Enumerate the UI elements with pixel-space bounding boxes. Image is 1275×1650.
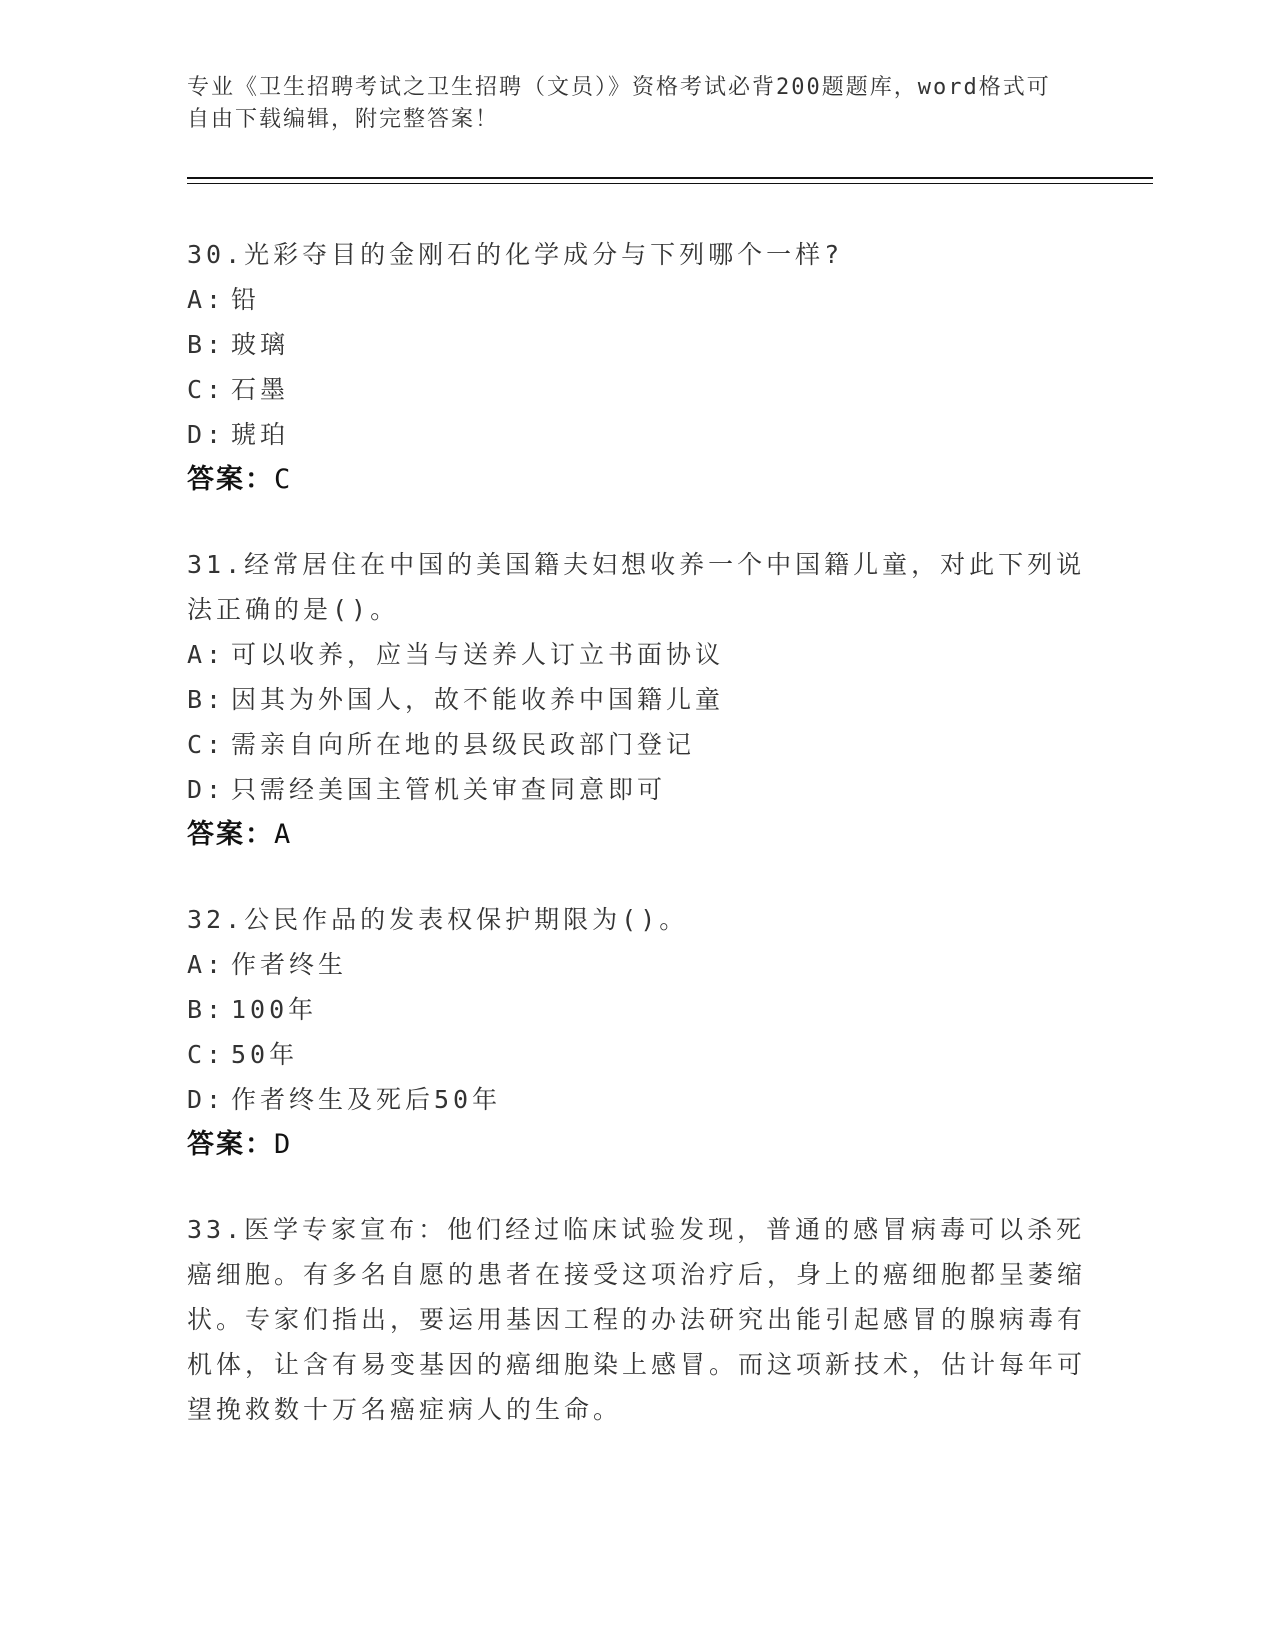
question-number: 32. bbox=[187, 905, 245, 934]
question-31 bbox=[187, 542, 1087, 857]
option-b bbox=[187, 322, 1087, 367]
answer-value: C bbox=[274, 464, 293, 495]
document-header bbox=[187, 72, 1067, 136]
answer-line bbox=[187, 457, 1087, 502]
option-key: B: bbox=[187, 685, 226, 714]
answer-label: 答案： bbox=[187, 1129, 274, 1160]
answer-line bbox=[187, 1122, 1087, 1167]
answer-label: 答案： bbox=[187, 819, 274, 850]
answer-value: A bbox=[274, 819, 293, 850]
option-b bbox=[187, 987, 1087, 1032]
option-key: D: bbox=[187, 775, 226, 804]
option-text: 50年 bbox=[231, 1040, 299, 1069]
option-c bbox=[187, 367, 1087, 412]
option-c bbox=[187, 1032, 1087, 1077]
option-text: 作者终生 bbox=[231, 950, 348, 979]
option-key: A: bbox=[187, 950, 226, 979]
answer-value: D bbox=[274, 1129, 293, 1160]
question-list bbox=[187, 232, 1087, 1472]
header-intro-text: 专业《卫生招聘考试之卫生招聘（文员）》资格考试必背200题题库，word格式可自由下载编辑，附完整答案！ bbox=[187, 75, 1051, 132]
question-30 bbox=[187, 232, 1087, 502]
question-number: 31. bbox=[187, 550, 245, 579]
option-key: C: bbox=[187, 1040, 226, 1069]
option-a bbox=[187, 942, 1087, 987]
option-text: 石墨 bbox=[231, 375, 290, 404]
question-stem bbox=[187, 232, 1087, 277]
question-number: 30. bbox=[187, 240, 245, 269]
option-text: 琥珀 bbox=[231, 420, 290, 449]
header-divider-thick bbox=[187, 177, 1153, 179]
answer-line bbox=[187, 812, 1087, 857]
option-key: D: bbox=[187, 1085, 226, 1114]
answer-label: 答案： bbox=[187, 464, 274, 495]
question-stem-text: 公民作品的发表权保护期限为()。 bbox=[244, 905, 689, 934]
question-stem bbox=[187, 1207, 1087, 1432]
option-key: C: bbox=[187, 730, 226, 759]
option-text: 铅 bbox=[231, 285, 261, 314]
option-a bbox=[187, 277, 1087, 322]
option-text: 玻璃 bbox=[231, 330, 290, 359]
question-stem-text: 医学专家宣布：他们经过临床试验发现，普通的感冒病毒可以杀死癌细胞。有多名自愿的患者在接受这项治疗后，身上的癌细胞都呈萎缩状。专家们指出，要运用基因工程的办法研究出能引起感冒的腺病毒有机体，让含有易变基因的癌细胞染上感冒。而这项新技术，估计每年可望挽救数十万名癌症病人的生命。 bbox=[187, 1215, 1087, 1424]
option-text: 因其为外国人，故不能收养中国籍儿童 bbox=[231, 685, 725, 714]
header-divider-thin bbox=[187, 183, 1153, 184]
option-a bbox=[187, 632, 1087, 677]
option-c bbox=[187, 722, 1087, 767]
option-key: B: bbox=[187, 330, 226, 359]
question-stem bbox=[187, 897, 1087, 942]
option-b bbox=[187, 677, 1087, 722]
option-key: B: bbox=[187, 995, 226, 1024]
question-number: 33. bbox=[187, 1215, 245, 1244]
option-text: 可以收养，应当与送养人订立书面协议 bbox=[231, 640, 725, 669]
option-text: 100年 bbox=[231, 995, 318, 1024]
question-stem-text: 光彩夺目的金刚石的化学成分与下列哪个一样? bbox=[244, 240, 844, 269]
question-33 bbox=[187, 1207, 1087, 1432]
option-key: A: bbox=[187, 640, 226, 669]
question-32 bbox=[187, 897, 1087, 1167]
option-key: D: bbox=[187, 420, 226, 449]
option-d bbox=[187, 1077, 1087, 1122]
option-d bbox=[187, 412, 1087, 457]
question-stem bbox=[187, 542, 1087, 632]
option-text: 只需经美国主管机关审查同意即可 bbox=[231, 775, 667, 804]
option-key: C: bbox=[187, 375, 226, 404]
option-text: 需亲自向所在地的县级民政部门登记 bbox=[231, 730, 696, 759]
option-d bbox=[187, 767, 1087, 812]
question-stem-text: 经常居住在中国的美国籍夫妇想收养一个中国籍儿童，对此下列说法正确的是()。 bbox=[187, 550, 1086, 624]
option-text: 作者终生及死后50年 bbox=[231, 1085, 502, 1114]
option-key: A: bbox=[187, 285, 226, 314]
